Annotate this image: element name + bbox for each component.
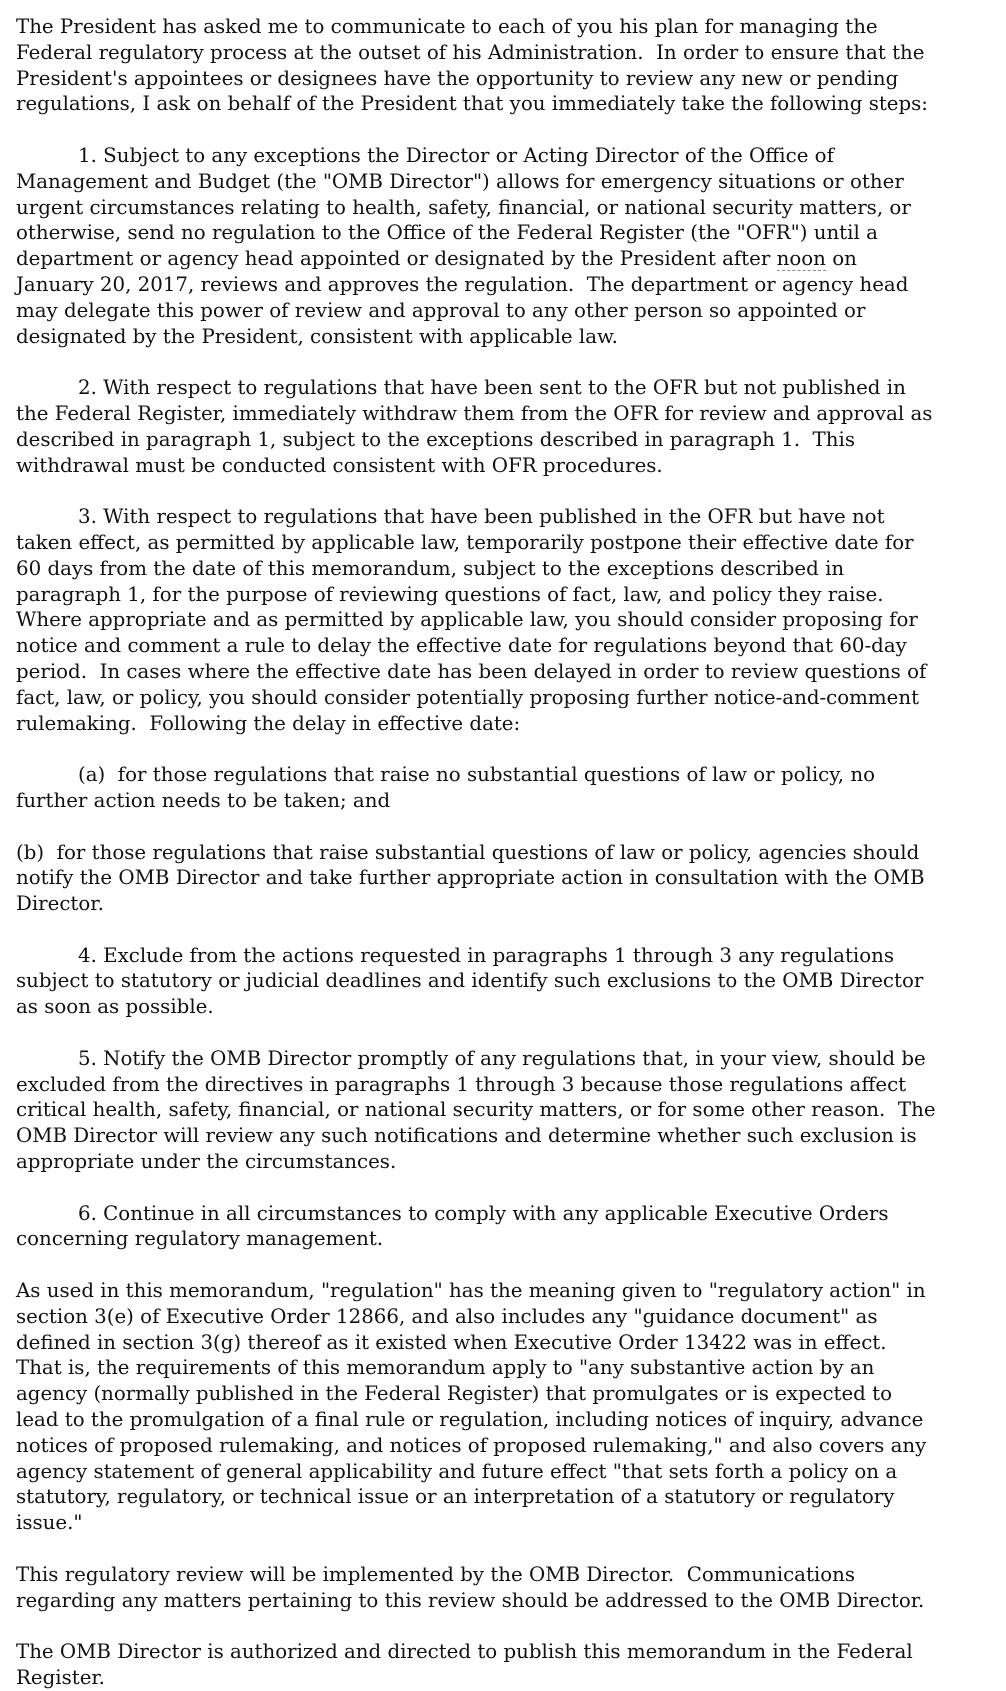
memorandum-body bbox=[16, 14, 940, 1691]
step-1-text-end: on January 20, 2017, reviews and approves the regulation. The department or agency head may delegate this power of review and approval to any other person so appointed or designated by the President, consistent with applicable law. bbox=[16, 247, 915, 348]
step-1-text-start: 1. Subject to any exceptions the Director or Acting Director of the Office of Management and Budget (the "OMB Director") allows for emergency situations or other urgent circumstances relating to health, safety, financial, or national security matters, or otherwise, send no regulation to the Office of the Federal Register (the "OFR") until a department or agency head appointed or designated by the President after bbox=[16, 143, 918, 271]
step-3-paragraph: 3. With respect to regulations that have been published in the OFR but have not taken effect, as permitted by applicable law, temporarily postpone their effective date for 60 days from the date of this memorandum, subject to the exceptions described in paragraph 1, for the purpose of reviewing questions of fact, law, and policy they raise. Where appropriate and as permitted by applicable law, you should consider proposing for notice and comment a rule to delay the effective date for regulations beyond that 60-day period. In cases where the effective date has been delayed in order to review questions of fact, law, or policy, you should consider potentially proposing further notice-and-comment rulemaking. Following the delay in effective date: bbox=[16, 505, 933, 735]
implementation-paragraph: This regulatory review will be implemented by the OMB Director. Communications regarding any matters pertaining to this review should be addressed to the OMB Director. bbox=[16, 1562, 925, 1612]
step-3b-paragraph: (b) for those regulations that raise substantial questions of law or policy, agencies should notify the OMB Director and take further appropriate action in consultation with the OMB Director. bbox=[16, 840, 931, 916]
intro-paragraph: The President has asked me to communicate to each of you his plan for managing the Federal regulatory process at the outset of his Administration. In order to ensure that the President's appointees or designees have the opportunity to review any new or pending regulations, I ask on behalf of the President that you immediately take the following steps: bbox=[16, 15, 931, 116]
step-1-paragraph bbox=[16, 143, 940, 349]
step-6-paragraph: 6. Continue in all circumstances to comply with any applicable Executive Orders concerning regulatory management. bbox=[16, 1201, 895, 1251]
definition-paragraph: As used in this memorandum, "regulation" has the meaning given to "regulatory action" in section 3(e) of Executive Order 12866, and also includes any "guidance document" as defined in section 3(g) thereof as it existed when Executive Order 13422 was in effect. That is, the requirements of this memorandum apply to "any substantive action by an agency (normally published in the Federal Register) that promulgates or is expected to lead to the promulgation of a final rule or regulation, including notices of inquiry, advance notices of proposed rulemaking, and notices of proposed rulemaking," and also covers any agency statement of general applicability and future effect "that sets forth a policy on a statutory, regulatory, or technical issue or an interpretation of a statutory or regulatory issue." bbox=[16, 1279, 933, 1535]
noon-word: noon bbox=[776, 247, 826, 271]
publication-paragraph: The OMB Director is authorized and directed to publish this memorandum in the Federal Register. bbox=[16, 1640, 920, 1689]
step-3a-paragraph: (a) for those regulations that raise no substantial questions of law or policy, no further action needs to be taken; and bbox=[16, 763, 882, 812]
step-4-paragraph: 4. Exclude from the actions requested in paragraphs 1 through 3 any regulations subject to statutory or judicial deadlines and identify such exclusions to the OMB Director as soon as possible. bbox=[16, 943, 930, 1019]
step-2-paragraph: 2. With respect to regulations that have been sent to the OFR but not published in the Federal Register, immediately withdraw them from the OFR for review and approval as described in paragraph 1, subject to the exceptions described in paragraph 1. This withdrawal must be conducted consistent with OFR procedures. bbox=[16, 376, 939, 477]
step-5-paragraph: 5. Notify the OMB Director promptly of any regulations that, in your view, should be excluded from the directives in paragraphs 1 through 3 because those regulations affect critical health, safety, financial, or national security matters, or for some other reason. The OMB Director will review any such notifications and determine whether such exclusion is appropriate under the circumstances. bbox=[16, 1046, 942, 1174]
